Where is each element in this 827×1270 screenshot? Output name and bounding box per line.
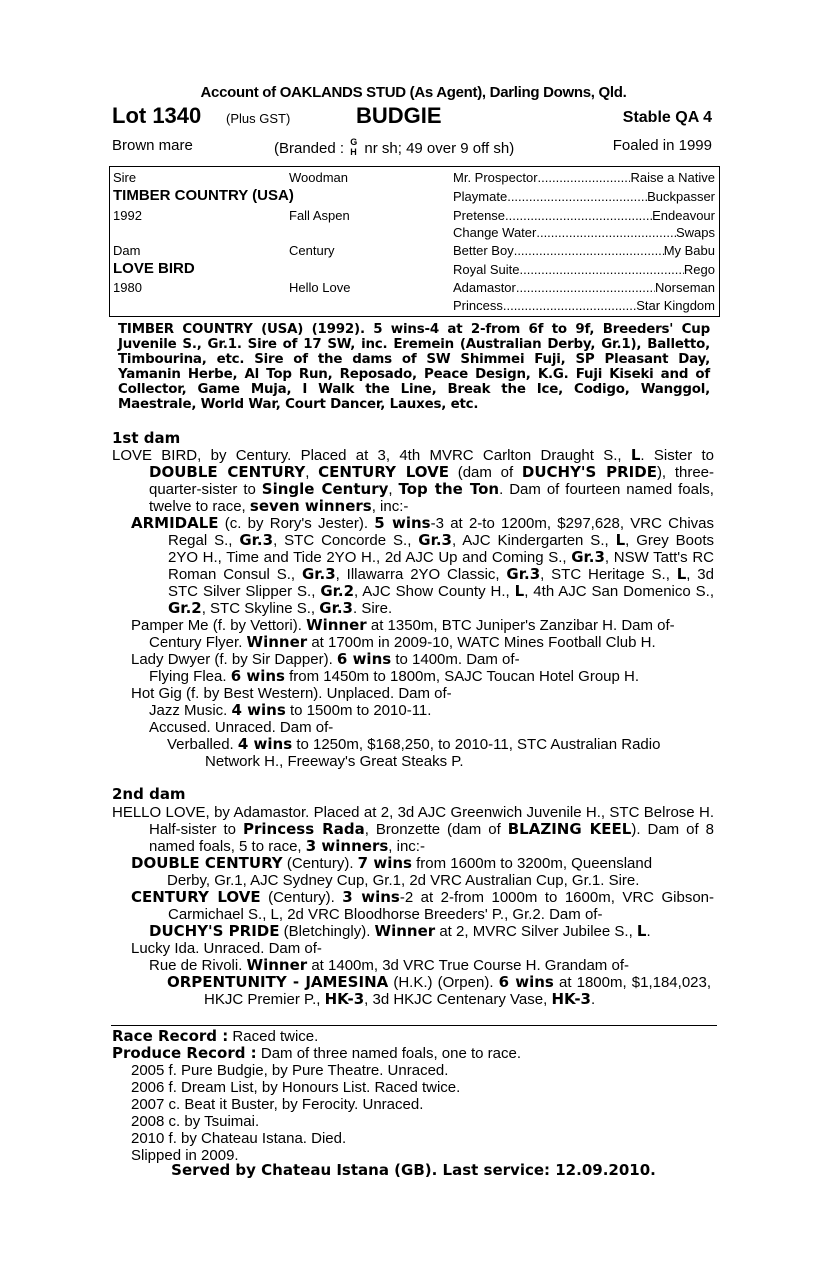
text: , inc:- xyxy=(388,838,425,855)
sire-summary: TIMBER COUNTRY (USA) (1992). 5 wins-4 at 2-from 6f to 9f, Breeders' Cup Juvenile S., Gr.1. Sire of 17 SW, inc. Eremein (Australian Derby, Gr.1), Balletto, Timbourina, etc. Sire of the dams of SW Shimmei Fuji, SP Pleasant Day, Yamanin Herbe, Al Top Run, Reposado, Peace Design, K.G. Fuji Kiseki and of Collector, Game Muja, I Walk the Line, Break the Ice, Codigo, Wanggol, Maestrale, World War, Court Dancer, Lauxes, etc. xyxy=(118,322,710,412)
century-love-entry xyxy=(131,889,714,923)
lot-header xyxy=(112,103,712,129)
fourth-gen-row xyxy=(453,189,715,204)
ancestor-right: Norseman xyxy=(655,280,715,295)
fourth-gen-row xyxy=(453,280,715,295)
text: , xyxy=(305,464,319,481)
text: (H.K.) (Orpen). xyxy=(388,974,499,991)
wins: 3 wins xyxy=(342,888,400,906)
text: to 1500m to 2010-11. xyxy=(285,702,432,719)
ancestor-left: Better Boy xyxy=(453,243,514,258)
wins: 7 wins xyxy=(357,854,412,872)
ancestor-left: Playmate xyxy=(453,189,508,204)
fourth-gen-row xyxy=(453,243,715,258)
jazz-music-line xyxy=(149,702,431,719)
verballed-line xyxy=(167,736,660,753)
text: Verballed. xyxy=(167,736,238,753)
flying-flea-line xyxy=(149,668,639,685)
text: , Grey Boots 2YO H., Time and Tide 2YO H., 2d AJC Up and Coming S., xyxy=(168,532,714,566)
vendor-account: Account of OAKLANDS STUD (As Agent), Darling Downs, Qld. xyxy=(200,84,627,101)
double-century-line xyxy=(131,855,652,872)
text: (Century). xyxy=(260,889,343,906)
ancestor-right: My Babu xyxy=(663,243,715,258)
text: , NSW Tatt's RC Roman Consul S., xyxy=(168,549,714,583)
ancestor-left: Change Water xyxy=(453,225,537,240)
foal-item: Slipped in 2009. xyxy=(131,1147,239,1164)
grade: L xyxy=(514,582,525,600)
second-dam-paragraph xyxy=(112,804,714,855)
dam-dam: Hello Love xyxy=(289,280,351,295)
horse-details xyxy=(112,137,712,157)
text: , AJC Show County H., xyxy=(354,583,515,600)
progeny-name: DUCHY'S PRIDE xyxy=(149,922,280,940)
orpentunity-entry xyxy=(167,974,711,1008)
lot-number: Lot 1340 xyxy=(112,103,202,128)
progeny-name: CENTURY LOVE xyxy=(131,888,261,906)
grade: Gr.3 xyxy=(319,599,353,617)
text: -3 at 2-to 1200m, $297,628, VRC Chivas Regal S., xyxy=(168,515,715,549)
text: (Century). xyxy=(282,855,358,872)
foal-item: 2010 f. by Chateau Istana. Died. xyxy=(131,1130,347,1147)
text: at 1350m, BTC Juniper's Zanzibar H. Dam of- xyxy=(366,617,675,634)
text: , xyxy=(388,481,399,498)
relative-name: Princess Rada xyxy=(243,820,365,838)
winners-count: seven winners xyxy=(249,497,372,515)
grade: L xyxy=(676,565,687,583)
grade: HK-3 xyxy=(551,990,591,1008)
grade: L xyxy=(636,922,647,940)
text: Lady Dwyer (f. by Sir Dapper). xyxy=(131,651,337,668)
grade: Gr.3 xyxy=(571,548,605,566)
duchys-pride-line xyxy=(149,923,651,940)
text: (c. by Rory's Jester). xyxy=(218,515,375,532)
progeny-name: ARMIDALE xyxy=(131,514,219,532)
text: Pamper Me (f. by Vettori). xyxy=(131,617,307,634)
horse-name: BUDGIE xyxy=(356,103,442,128)
accused-line: Accused. Unraced. Dam of- xyxy=(149,719,334,736)
text: LOVE BIRD, by Century. Placed at 3, 4th MVRC Carlton Draught S., xyxy=(112,447,631,464)
ancestor-left: Adamastor xyxy=(453,280,516,295)
text: to 1400m. Dam of- xyxy=(391,651,520,668)
text: , STC Concorde S., xyxy=(273,532,419,549)
text: (dam of xyxy=(448,464,522,481)
text: at 1700m in 2009-10, WATC Mines Football Club H. xyxy=(307,634,656,651)
grade: Gr.3 xyxy=(418,531,452,549)
century-flyer-line xyxy=(149,634,656,651)
relative-name: DUCHY'S PRIDE xyxy=(521,463,657,481)
progeny-name: ORPENTUNITY - JAMESINA xyxy=(167,973,389,991)
grade: Gr.3 xyxy=(239,531,274,549)
text: , inc:- xyxy=(371,498,409,515)
wins: Winner xyxy=(246,956,308,974)
race-record-label: Race Record : xyxy=(112,1027,229,1045)
foal-item: 2008 c. by Tsuimai. xyxy=(131,1113,260,1130)
fourth-gen-row xyxy=(453,298,715,313)
wins: 4 wins xyxy=(231,701,286,719)
wins: Winner xyxy=(306,616,367,634)
ancestor-left: Mr. Prospector xyxy=(453,170,538,185)
text: (Bletchingly). xyxy=(279,923,375,940)
verballed-line-2: Network H., Freeway's Great Steaks P. xyxy=(205,753,464,770)
wins: 6 wins xyxy=(498,973,554,991)
foaled-year: Foaled in 1999 xyxy=(612,137,712,154)
grade: Gr.3 xyxy=(506,565,541,583)
wins: 4 wins xyxy=(237,735,293,753)
text: to 1250m, $168,250, to 2010-11, STC Australian Radio xyxy=(292,736,661,753)
first-dam-paragraph xyxy=(112,447,714,515)
produce-record-value: Dam of three named foals, one to race. xyxy=(260,1045,522,1062)
brand-bottom: H xyxy=(350,147,357,157)
ancestor-right: Rego xyxy=(683,262,715,277)
brand-mark-icon xyxy=(348,137,360,159)
race-record xyxy=(112,1028,318,1045)
text: Jazz Music. xyxy=(149,702,232,719)
relative-name: BLAZING KEEL xyxy=(507,820,632,838)
ancestor-left: Princess xyxy=(453,298,503,313)
text: from 1450m to 1800m, SAJC Toucan Hotel Group H. xyxy=(284,668,640,685)
sire-sire: Woodman xyxy=(289,170,349,185)
foal-item: 2007 c. Beat it Buster, by Ferocity. Unraced. xyxy=(131,1096,424,1113)
text: , 3d HKJC Centenary Vase, xyxy=(364,991,552,1008)
relative-name: Top the Ton xyxy=(398,480,500,498)
ancestor-right: Buckpasser xyxy=(647,189,715,204)
text: at 2, MVRC Silver Jubilee S., xyxy=(435,923,637,940)
dam-year: 1980 xyxy=(113,280,142,295)
sire-label: Sire xyxy=(113,170,137,185)
relative-name: CENTURY LOVE xyxy=(318,463,449,481)
listed-badge: L xyxy=(630,446,641,464)
foal-item: 2006 f. Dream List, by Honours List. Raced twice. xyxy=(131,1079,461,1096)
grade: L xyxy=(615,531,626,549)
lucky-ida-line: Lucky Ida. Unraced. Dam of- xyxy=(131,940,322,957)
pamper-me-line xyxy=(131,617,675,634)
text: , STC Skyline S., xyxy=(201,600,320,617)
ancestor-right: Raise a Native xyxy=(630,170,715,185)
fourth-gen-row xyxy=(453,225,715,240)
ancestor-right: Endeavour xyxy=(652,208,715,223)
text: ), three-quarter-sister to xyxy=(149,464,715,498)
grade: Gr.2 xyxy=(320,582,355,600)
armidale-entry xyxy=(131,515,714,617)
fourth-gen-row xyxy=(453,262,715,277)
text: , STC Heritage S., xyxy=(540,566,677,583)
text: Century Flyer. xyxy=(149,634,247,651)
wins: 6 wins xyxy=(336,650,392,668)
branded-prefix: (Branded : xyxy=(274,140,345,157)
text: -2 at 2-from 1000m to 1600m, VRC Gibson-Carmichael S., L, 2d VRC Bloodhorse Breeders' P., Gr.2. Dam of- xyxy=(168,889,715,923)
colour-sex: Brown mare xyxy=(112,137,193,154)
sire-name: TIMBER COUNTRY (USA) xyxy=(113,187,294,204)
text: at 1800m, $1,184,023, HKJC Premier P., xyxy=(204,974,712,1008)
text: . Sire. xyxy=(352,600,393,617)
ancestor-right: Swaps xyxy=(675,225,715,240)
stable-number: Stable QA 4 xyxy=(622,109,712,126)
text: ). Dam of 8 named foals, 5 to race, xyxy=(149,821,715,855)
divider xyxy=(111,1025,717,1026)
winners-count: 3 winners xyxy=(305,837,389,855)
relative-name: DOUBLE CENTURY xyxy=(149,463,306,481)
text: HELLO LOVE, by Adamastor. Placed at 2, 3d AJC Greenwich Juvenile H., STC Belrose H. Half-sister to xyxy=(112,804,714,838)
brand-info xyxy=(274,137,514,159)
lady-dwyer-line xyxy=(131,651,520,668)
text: from 1600m to 3200m, Queensland xyxy=(411,855,653,872)
hot-gig-line: Hot Gig (f. by Best Western). Unplaced. Dam of- xyxy=(131,685,452,702)
fourth-gen-row xyxy=(453,208,715,223)
text: at 1400m, 3d VRC True Course H. Grandam of- xyxy=(307,957,629,974)
brand-top: G xyxy=(350,137,358,147)
pedigree-table xyxy=(109,166,720,317)
relative-name: Single Century xyxy=(261,480,389,498)
produce-record-label: Produce Record : xyxy=(112,1044,257,1062)
foal-item: 2005 f. Pure Budgie, by Pure Theatre. Unraced. xyxy=(131,1062,449,1079)
rue-de-rivoli-line xyxy=(149,957,629,974)
text: , 3d STC Silver Slipper S., xyxy=(168,566,714,600)
branded-suffix: nr sh; 49 over 9 off sh) xyxy=(364,140,515,157)
second-dam-heading: 2nd dam xyxy=(112,785,186,803)
wins: Winner xyxy=(374,922,436,940)
served-by: Served by Chateau Istana (GB). Last service: 12.09.2010. xyxy=(171,1161,656,1179)
gst-note: (Plus GST) xyxy=(226,111,291,126)
grade: Gr.2 xyxy=(168,599,202,617)
text: , Bronzette (dam of xyxy=(364,821,508,838)
grade: Gr.3 xyxy=(301,565,336,583)
wins: 6 wins xyxy=(230,667,285,685)
dam-sire: Century xyxy=(289,243,335,258)
grade: HK-3 xyxy=(324,990,365,1008)
text: . Dam of fourteen named foals, twelve to race, xyxy=(149,481,714,515)
progeny-name: DOUBLE CENTURY xyxy=(131,854,283,872)
text: Flying Flea. xyxy=(149,668,231,685)
text: , 4th AJC San Domenico S., xyxy=(524,583,714,600)
ancestor-left: Pretense xyxy=(453,208,506,223)
produce-record xyxy=(112,1045,521,1062)
text: . Sister to xyxy=(640,447,714,464)
ancestor-left: Royal Suite xyxy=(453,262,520,277)
fourth-gen-row xyxy=(453,170,715,185)
ancestor-right: Star Kingdom xyxy=(636,298,715,313)
dam-label: Dam xyxy=(113,243,141,258)
dam-name: LOVE BIRD xyxy=(113,260,195,277)
first-dam-heading: 1st dam xyxy=(112,429,181,447)
wins: 5 wins xyxy=(374,514,431,532)
race-record-value: Raced twice. xyxy=(232,1028,319,1045)
sire-year: 1992 xyxy=(113,208,142,223)
wins: Winner xyxy=(246,633,308,651)
text: Rue de Rivoli. xyxy=(149,957,247,974)
text: , Illawarra 2YO Classic, xyxy=(335,566,507,583)
text: , AJC Kindergarten S., xyxy=(452,532,616,549)
double-century-line-2: Derby, Gr.1, AJC Sydney Cup, Gr.1, 2d VRC Australian Cup, Gr.1. Sire. xyxy=(167,872,640,889)
text: . xyxy=(591,991,596,1008)
sire-dam: Fall Aspen xyxy=(289,208,350,223)
text: . xyxy=(646,923,651,940)
